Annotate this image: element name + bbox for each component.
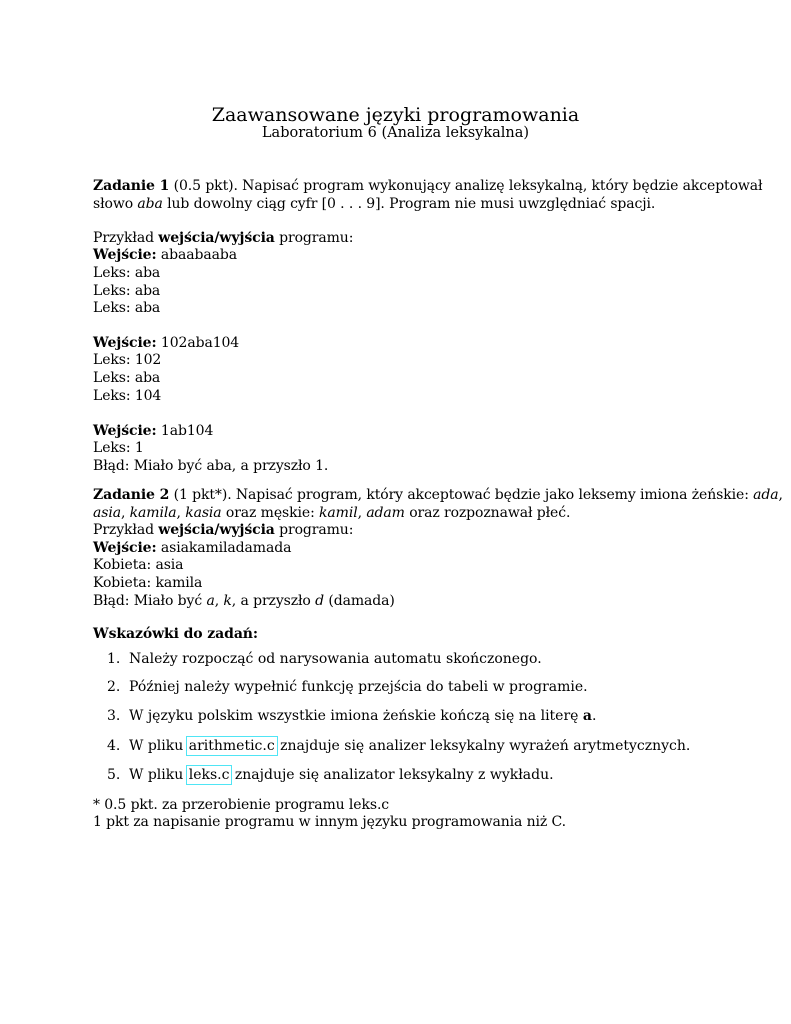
example-suffix: programu: xyxy=(274,522,354,538)
comma: , xyxy=(778,487,783,503)
document-subtitle: Laboratorium 6 (Analiza leksykalna) xyxy=(261,125,530,141)
input-value: asiakamiladamada xyxy=(156,540,292,556)
task1-example2-output: Leks: 102 xyxy=(93,352,162,368)
hint-item-5 xyxy=(107,766,554,784)
hint-text: Później należy wypełnić funkcję przejścia do tabeli w programie. xyxy=(129,679,588,695)
example-prefix: Przykład xyxy=(93,230,159,246)
task2-text-line1: Napisać program, który akceptować będzie jako leksemy imiona żeńskie: xyxy=(235,487,754,503)
task1-points: (0.5 pkt). xyxy=(173,178,238,194)
task1-example2-output: Leks: 104 xyxy=(93,388,162,404)
separator: , xyxy=(357,505,367,521)
input-value: abaabaaba xyxy=(156,247,237,263)
hint-text: W pliku xyxy=(129,767,188,783)
task2-word-kasia: kasia xyxy=(185,505,222,521)
task1-example1-input xyxy=(93,246,237,264)
hint-letter-a: a xyxy=(582,708,592,724)
input-label: Wejście: xyxy=(93,247,157,263)
task2-points: (1 pkt*). xyxy=(173,487,232,503)
error-text-mid: , a przyszło xyxy=(231,593,316,609)
arithmetic-c-link[interactable]: arithmetic.c xyxy=(188,738,275,754)
task2-example-output: Kobieta: kamila xyxy=(93,575,203,591)
hint-text: Należy rozpocząć od narysowania automatu skończonego. xyxy=(129,651,542,667)
error-var-d: d xyxy=(315,593,324,609)
task1-text-line2-a: słowo xyxy=(93,196,138,212)
task1-example2-output: Leks: aba xyxy=(93,370,161,386)
task1-label: Zadanie 1 xyxy=(93,178,170,194)
hint-text-end: . xyxy=(591,708,597,724)
task2-example-input xyxy=(93,539,291,557)
hint-number: 4. xyxy=(107,738,121,754)
leks-c-link[interactable]: leks.c xyxy=(188,767,230,783)
task2-word-kamil: kamil xyxy=(319,505,358,521)
separator: , xyxy=(120,505,130,521)
task1-example3-input xyxy=(93,422,213,440)
task2-text-male: oraz męskie: xyxy=(221,505,320,521)
task2-example-heading xyxy=(93,521,353,539)
hint-number: 3. xyxy=(107,708,121,724)
error-var-k: k xyxy=(223,593,232,609)
hint-text-end: znajduje się analizer leksykalny wyrażeń arytmetycznych. xyxy=(275,738,691,754)
input-label: Wejście: xyxy=(93,423,157,439)
task1-text-line1: Napisać program wykonujący analizę leksykalną, który będzie akceptował xyxy=(242,178,763,194)
example-suffix: programu: xyxy=(274,230,354,246)
task1-example2-input xyxy=(93,334,239,352)
input-value: 102aba104 xyxy=(156,335,240,351)
task1-statement-line2 xyxy=(93,195,655,213)
task2-word-kamila: kamila xyxy=(129,505,177,521)
task2-statement-line1 xyxy=(93,486,783,504)
task1-statement-line1 xyxy=(93,177,762,195)
task2-label: Zadanie 2 xyxy=(93,487,170,503)
footnote-1: * 0.5 pkt. za przerobienie programu leks.c xyxy=(93,797,390,813)
task1-example3-output: Leks: 1 xyxy=(93,440,144,456)
task1-example1-output: Leks: aba xyxy=(93,300,161,316)
task2-word-asia: asia xyxy=(93,505,121,521)
hints-heading: Wskazówki do zadań: xyxy=(93,626,258,642)
task2-example-error xyxy=(93,592,395,610)
task1-example-heading xyxy=(93,229,353,247)
footnote-2: 1 pkt za napisanie programu w innym języku programowania niż C. xyxy=(93,814,566,830)
hint-item-1 xyxy=(107,650,542,668)
separator: , xyxy=(176,505,186,521)
task1-example1-output: Leks: aba xyxy=(93,283,161,299)
hint-text-end: znajduje się analizator leksykalny z wykładu. xyxy=(230,767,554,783)
task1-text-line2-b: lub dowolny ciąg cyfr [0 . . . 9]. Program nie musi uwzględniać spacji. xyxy=(162,196,656,212)
example-prefix: Przykład xyxy=(93,522,159,538)
task1-example3-error: Błąd: Miało być aba, a przyszło 1. xyxy=(93,458,329,474)
input-label: Wejście: xyxy=(93,335,157,351)
separator: , xyxy=(214,593,224,609)
task2-word-adam: adam xyxy=(366,505,405,521)
error-text: Błąd: Miało być xyxy=(93,593,207,609)
hint-number: 5. xyxy=(107,767,121,783)
task2-example-output: Kobieta: asia xyxy=(93,557,184,573)
input-value: 1ab104 xyxy=(156,423,214,439)
document-title: Zaawansowane języki programowania xyxy=(211,104,580,126)
error-var-a: a xyxy=(206,593,215,609)
task2-word-ada: ada xyxy=(753,487,779,503)
task1-word-aba: aba xyxy=(137,196,163,212)
example-bold: wejścia/wyjścia xyxy=(158,230,275,246)
example-bold: wejścia/wyjścia xyxy=(158,522,275,538)
hint-item-2 xyxy=(107,678,588,696)
task2-statement-line2 xyxy=(93,504,570,522)
task1-example1-output: Leks: aba xyxy=(93,265,161,281)
error-text-end: (damada) xyxy=(324,593,395,609)
hint-number: 1. xyxy=(107,651,121,667)
hint-item-4 xyxy=(107,737,690,755)
task2-text-end: oraz rozpoznawał płeć. xyxy=(404,505,571,521)
hint-text: W języku polskim wszystkie imiona żeńskie kończą się na literę xyxy=(129,708,583,724)
hint-text: W pliku xyxy=(129,738,188,754)
input-label: Wejście: xyxy=(93,540,157,556)
hint-number: 2. xyxy=(107,679,121,695)
hint-item-3 xyxy=(107,707,596,725)
